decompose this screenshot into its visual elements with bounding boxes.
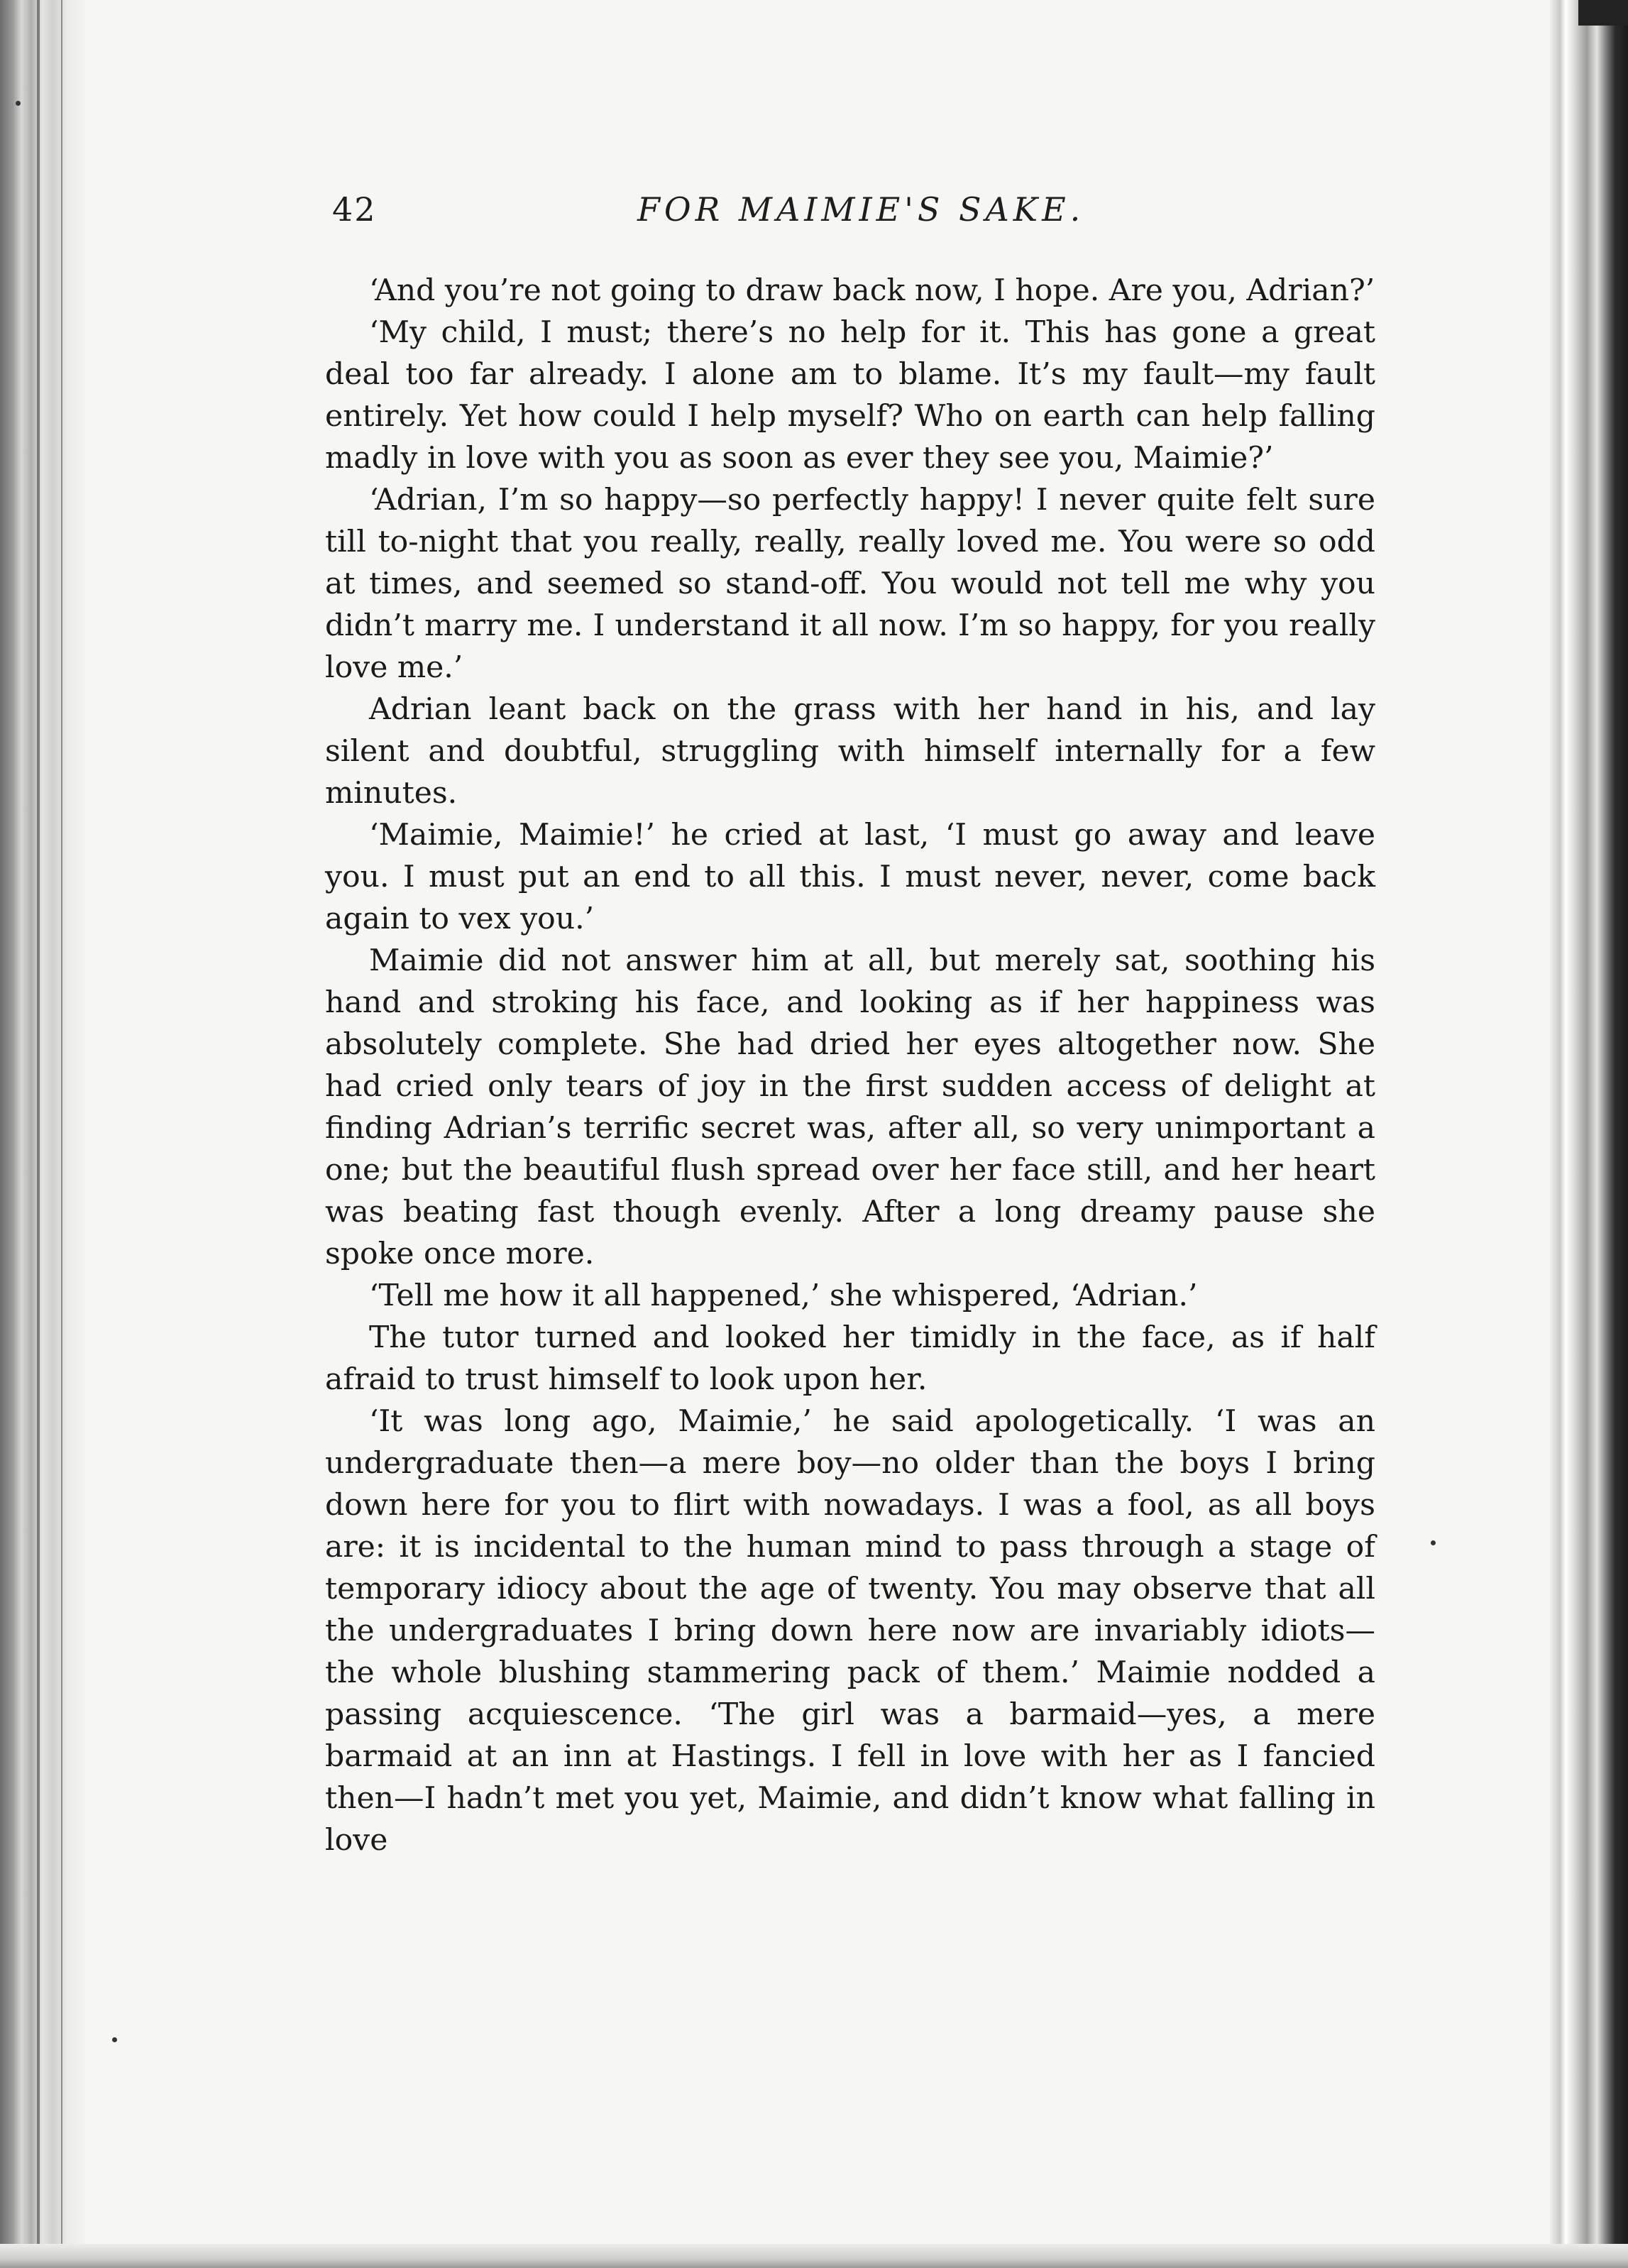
scan-speck xyxy=(112,2037,117,2042)
corner-shadow xyxy=(1578,0,1628,26)
body-text xyxy=(325,270,1375,1861)
paragraph: The tutor turned and looked her timidly in the face, as if half afraid to trust himself to look upon her. xyxy=(325,1320,1375,1397)
binding-line xyxy=(61,0,62,2268)
paragraph: Adrian leant back on the grass with her hand in his, and lay silent and doubtful, struggling with himself internally for a few minutes. xyxy=(325,692,1375,811)
paragraph: ‘It was long ago, Maimie,’ he said apologetically. ‘I was an undergraduate then—a mere boy—no older than the boys I bring down here for you to flirt with nowadays. I was a fool, as all boys are: it is incidental to the human mind to pass through a stage of temporary idiocy about the age of twenty. You may observe that all the undergraduates I bring down here now are invariably idiots—the whole blushing stammering pack of them.’ Maimie nodded a passing acquiescence. ‘The girl was a barmaid—yes, a mere barmaid at an inn at Hastings. I fell in love with her as I fancied then—I hadn’t met you yet, Maimie, and didn’t know what falling in love xyxy=(325,1404,1375,1858)
right-page-edge xyxy=(1550,0,1628,2268)
page-header xyxy=(332,190,1382,240)
paragraph: ‘Maimie, Maimie!’ he cried at last, ‘I must go away and leave you. I must put an end to all this. I must never, never, come back again to vex you.’ xyxy=(325,818,1375,936)
page-number: 42 xyxy=(332,190,377,229)
paragraph: Maimie did not answer him at all, but merely sat, soothing his hand and stroking his face, and looking as if her happiness was absolutely complete. She had dried her eyes altogether now. She had cried only tears of joy in the first sudden access of delight at finding Adrian’s terrific secret was, after all, so very unimportant a one; but the beautiful flush spread over her face still, and her heart was beating fast though evenly. After a long dreamy pause she spoke once more. xyxy=(325,943,1375,1271)
scan-speck xyxy=(1431,1540,1436,1545)
paragraph: ‘Tell me how it all happened,’ she whispered, ‘Adrian.’ xyxy=(369,1278,1198,1313)
scan-speck xyxy=(16,101,21,106)
running-title: FOR MAIMIE'S SAKE. xyxy=(637,190,1085,229)
paragraph: ‘Adrian, I’m so happy—so perfectly happy! I never quite felt sure till to-night that you really, really, really loved me. You were so odd at times, and seemed so stand-off. You would not tell me why you didn’t marry me. I understand it all now. I’m so happy, for you really love me.’ xyxy=(325,483,1375,685)
paragraph: ‘And you’re not going to draw back now, I hope. Are you, Adrian?’ xyxy=(369,273,1375,308)
binding-line xyxy=(37,0,40,2268)
bottom-edge-shadow xyxy=(0,2244,1628,2268)
paragraph: ‘My child, I must; there’s no help for it. This has gone a great deal too far already. I alone am to blame. It’s my fault—my fault entirely. Yet how could I help myself? Who on earth can help falling madly in love with you as soon as ever they see you, Maimie?’ xyxy=(325,315,1375,476)
left-binding-edge xyxy=(0,0,85,2268)
